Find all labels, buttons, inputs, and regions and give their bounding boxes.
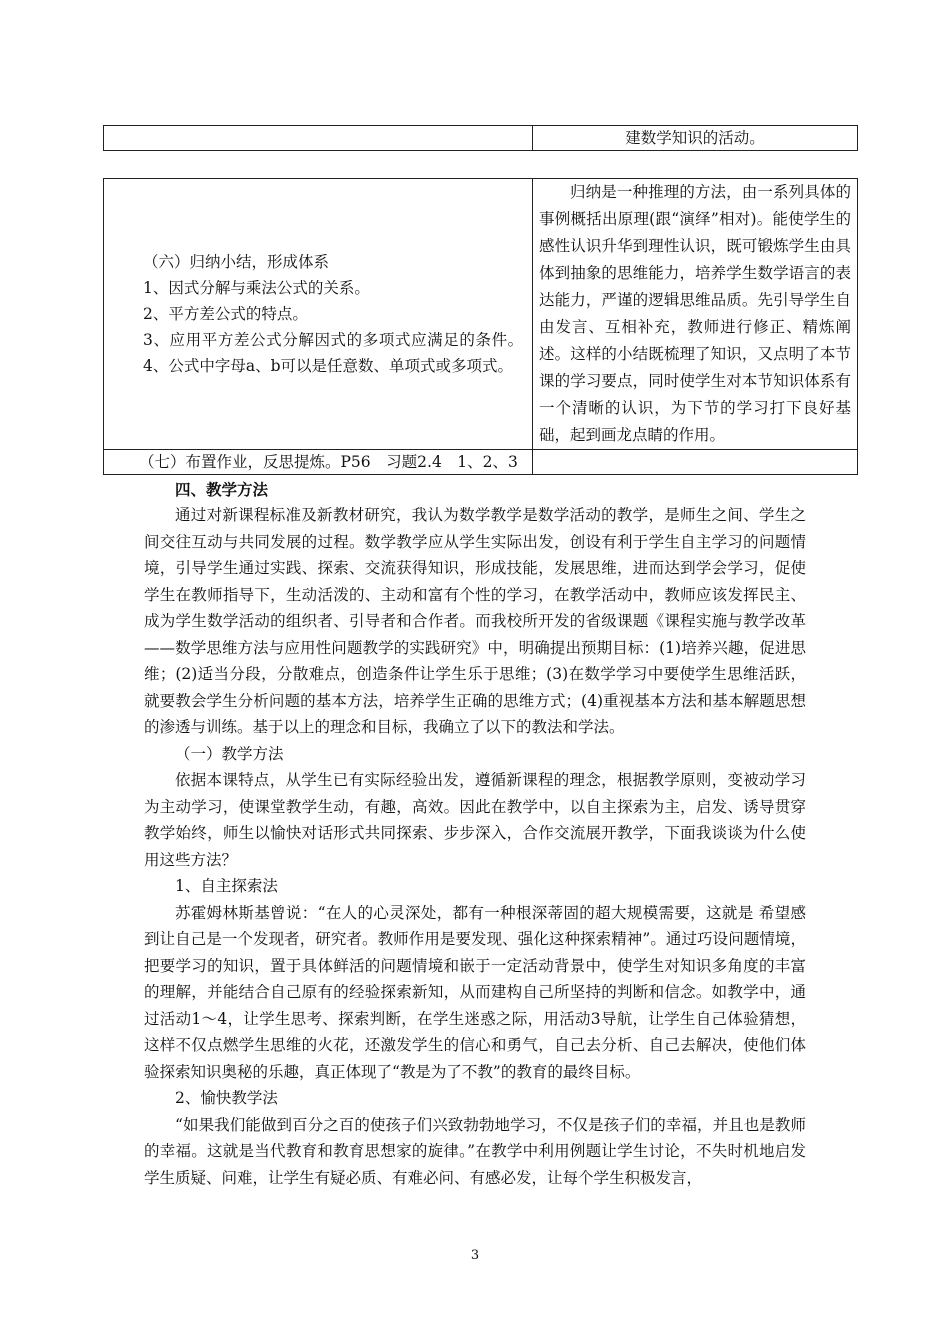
summary-item: 4、公式中字母a、b可以是任意数、单项式或多项式。 bbox=[143, 357, 514, 375]
paragraph: 苏霍姆林斯基曾说：“在人的心灵深处，都有一种根深蒂固的超大规模需要，这就是 希望感到让自己是一个发现者，研究者。教师作用是要发现、强化这种探索精神”。通过巧设问题情境，把要学习的知识，置于具体鲜活的问题情境和嵌于一定活动背景中，使学生对知识多角度的丰富的理解，并能结合自己原有的经验探索新知，从而建构自己所坚持的判断和信念。如教学中，通过活动1～4，让学生思考、探索判断，在学生迷惑之际，用活动3导航，让学生自己体验猜想，这样不仅点燃学生思维的火花，还激发学生的信心和勇气，自己去分析、自己去解决，使他们体验探索知识奥秘的乐趣，真正体现了“教是为了不教”的教育的最终目标。 bbox=[144, 903, 806, 1081]
subheading: 2、愉快教学法 bbox=[175, 1089, 278, 1107]
table-cell-left bbox=[104, 179, 533, 450]
paragraph: 通过对新课程标准及新教材研究，我认为数学教学是数学活动的教学，是师生之间、学生之间交往互动与共同发展的过程。数学教学应从学生实际出发，创设有利于学生自主学习的问题情境，引导学生通过实践、探索、交流获得知识，形成技能，发展思维，进而达到学会学习，促使学生在教师指导下，生动活泼的、主动和富有个性的学习，在教学活动中，教师应该发挥民主、成为学生数学活动的组织者、引导者和合作者。而我校所开发的省级课题《课程实施与教学改革——数学思维方法与应用性问题教学的实践研究》中，明确提出预期目标：(1)培养兴趣，促进思维；(2)适当分段，分散难点，创造条件让学生乐于思维；(3)在数学学习中要使学生思维活跃，就要教会学生分析问题的基本方法，培养学生正确的思维方式；(4)重视基本方法和基本解题思想的渗透与训练。基于以上的理念和目标，我确立了以下的教法和学法。 bbox=[144, 506, 806, 736]
summary-heading: （六）归纳小结，形成体系 bbox=[143, 253, 330, 271]
table1-right-text: 建数学知识的活动。 bbox=[625, 129, 765, 147]
subheading: 1、自主探索法 bbox=[175, 877, 278, 895]
table-cell-right bbox=[533, 450, 858, 475]
paragraph: “如果我们能做到百分之百的使孩子们兴致勃勃地学习，不仅是孩子们的幸福，并且也是教师的幸福。这就是当代教育和教育思想家的旋律。”在教学中利用例题让学生讨论，不失时机地启发学生质疑、问难，让学生有疑必质、有难必问、有感必发，让每个学生积极发言， bbox=[144, 1115, 806, 1187]
table-cell-right bbox=[533, 179, 858, 450]
summary-rationale: 归纳是一种推理的方法，由一系列具体的事例概括出原理(跟“演绎”相对)。能使学生的感性认识升华到理性认识，既可锻炼学生由具体到抽象的思维能力，培养学生数学语言的表达能力，严谨的逻辑思维品质。先引导学生自由发言、互相补充，教师进行修正、精炼阐述。这样的小结既梳理了知识，又点明了本节课的学习要点，同时使学生对本节知识体系有一个清晰的认识，为下节的学习打下良好基础，起到画龙点睛的作用。 bbox=[539, 183, 851, 444]
table-cell-left bbox=[104, 126, 533, 151]
section-heading: 四、教学方法 bbox=[175, 480, 269, 499]
summary-item: 1、因式分解与乘法公式的关系。 bbox=[143, 279, 370, 297]
section-body bbox=[144, 502, 806, 1191]
summary-item: 2、平方差公式的特点。 bbox=[143, 305, 308, 323]
summary-item: 3、应用平方差公式分解因式的多项式应满足的条件。 bbox=[143, 331, 524, 349]
table-row bbox=[104, 126, 858, 151]
subheading: （一）教学方法 bbox=[175, 744, 284, 763]
table-row bbox=[104, 450, 858, 475]
table-continuation bbox=[103, 125, 858, 151]
homework-line: （七）布置作业，反思提炼。P56 习题2.4 1、2、3 bbox=[139, 453, 518, 471]
table-cell-left bbox=[104, 450, 533, 475]
table-cell-right bbox=[533, 126, 858, 151]
paragraph: 依据本课特点，从学生已有实际经验出发，遵循新课程的理念，根据教学原则，变被动学习为主动学习，使课堂教学生动，有趣，高效。因此在教学中，以自主探索为主，启发、诱导贯穿教学始终，师生以愉快对话形式共同探索、步步深入，合作交流展开教学，下面我谈谈为什么使用这些方法？ bbox=[144, 771, 806, 869]
table-summary bbox=[103, 178, 858, 475]
table-row bbox=[104, 179, 858, 450]
page-number: 3 bbox=[470, 1248, 480, 1263]
